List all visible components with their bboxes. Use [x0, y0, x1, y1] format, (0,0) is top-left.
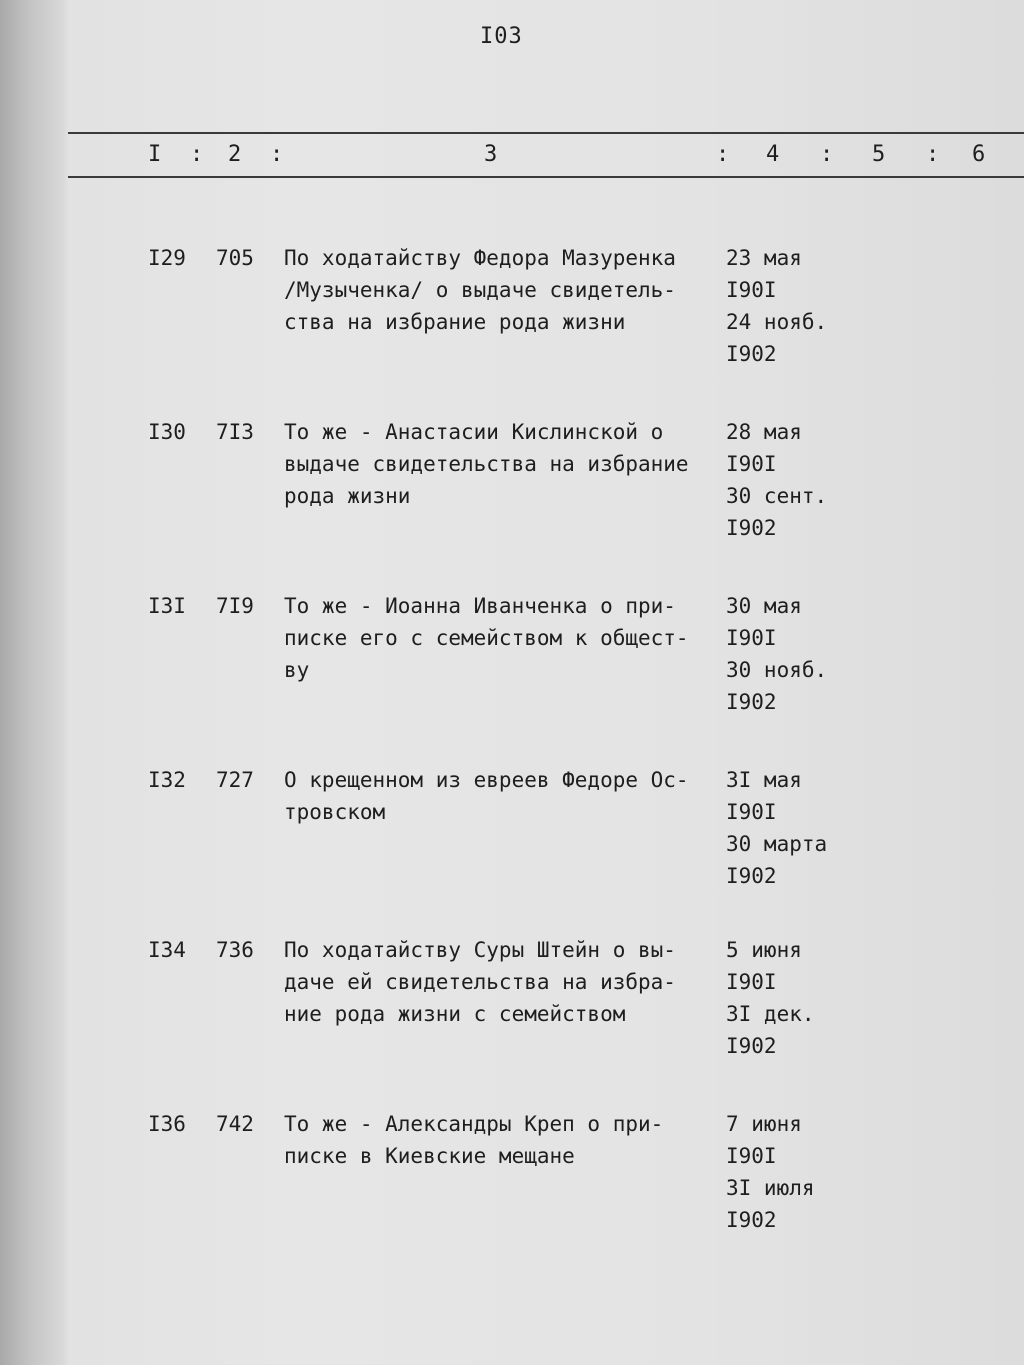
- file-number: 705: [216, 246, 254, 270]
- row-description: [284, 764, 724, 828]
- description-line: ву: [284, 658, 310, 682]
- column-header-separator: :: [190, 142, 204, 167]
- description-line: По ходатайству Суры Штейн о вы-: [284, 938, 676, 962]
- description-line: По ходатайству Федора Мазуренка: [284, 246, 676, 270]
- end-year: I902: [726, 690, 777, 714]
- row-dates: [726, 764, 886, 892]
- column-header-separator: :: [926, 142, 940, 167]
- description-line: То же - Александры Креп о при-: [284, 1112, 664, 1136]
- column-header-5: 5: [872, 142, 886, 167]
- column-header-separator: :: [270, 142, 284, 167]
- file-number: 7I3: [216, 420, 254, 444]
- description-line: ства на избрание рода жизни: [284, 310, 626, 334]
- start-date: 3I мая: [726, 768, 802, 792]
- header-rule-top: [68, 132, 1024, 134]
- end-year: I902: [726, 1034, 777, 1058]
- description-line: То же - Анастасии Кислинской о: [284, 420, 664, 444]
- row-dates: [726, 1108, 886, 1236]
- start-year: I90I: [726, 278, 777, 302]
- column-header-3: 3: [484, 142, 498, 167]
- column-header-4: 4: [766, 142, 780, 167]
- column-header-separator: :: [716, 142, 730, 167]
- row-number: I30: [148, 420, 186, 444]
- row-dates: [726, 934, 886, 1062]
- row-number: I29: [148, 246, 186, 270]
- row-dates: [726, 416, 886, 544]
- row-number: I36: [148, 1112, 186, 1136]
- end-date: 30 марта: [726, 832, 828, 856]
- file-number: 736: [216, 938, 254, 962]
- start-date: 23 мая: [726, 246, 802, 270]
- row-description: [284, 934, 724, 1030]
- row-dates: [726, 242, 886, 370]
- description-line: даче ей свидетельства на избра-: [284, 970, 676, 994]
- description-line: писке в Киевские мещане: [284, 1144, 575, 1168]
- header-rule-bottom: [68, 176, 1024, 178]
- end-date: 30 нояб.: [726, 658, 828, 682]
- row-description: [284, 1108, 724, 1172]
- column-header-separator: :: [820, 142, 834, 167]
- end-year: I902: [726, 1208, 777, 1232]
- column-header-1: I: [148, 142, 162, 167]
- start-date: 7 июня: [726, 1112, 802, 1136]
- start-year: I90I: [726, 1144, 777, 1168]
- row-description: [284, 590, 724, 686]
- description-line: выдаче свидетельства на избрание: [284, 452, 689, 476]
- start-date: 28 мая: [726, 420, 802, 444]
- description-line: О крещенном из евреев Федоре Ос-: [284, 768, 689, 792]
- start-date: 5 июня: [726, 938, 802, 962]
- row-description: [284, 416, 724, 512]
- end-year: I902: [726, 864, 777, 888]
- description-line: ние рода жизни с семейством: [284, 1002, 626, 1026]
- column-header-6: 6: [972, 142, 986, 167]
- file-number: 727: [216, 768, 254, 792]
- start-date: 30 мая: [726, 594, 802, 618]
- end-date: 24 нояб.: [726, 310, 828, 334]
- file-number: 742: [216, 1112, 254, 1136]
- row-description: [284, 242, 724, 338]
- binding-shadow: [0, 0, 68, 1365]
- column-header-2: 2: [228, 142, 242, 167]
- description-line: /Музыченка/ о выдаче свидетель-: [284, 278, 676, 302]
- row-number: I3I: [148, 594, 186, 618]
- end-date: 3I дек.: [726, 1002, 815, 1026]
- description-line: рода жизни: [284, 484, 411, 508]
- file-number: 7I9: [216, 594, 254, 618]
- description-line: То же - Иоанна Иванченка о при-: [284, 594, 676, 618]
- description-line: писке его с семейством к общест-: [284, 626, 689, 650]
- description-line: тровском: [284, 800, 386, 824]
- start-year: I90I: [726, 970, 777, 994]
- start-year: I90I: [726, 452, 777, 476]
- end-date: 3I июля: [726, 1176, 815, 1200]
- start-year: I90I: [726, 800, 777, 824]
- row-number: I32: [148, 768, 186, 792]
- end-year: I902: [726, 342, 777, 366]
- end-year: I902: [726, 516, 777, 540]
- start-year: I90I: [726, 626, 777, 650]
- page-number: I03: [480, 24, 523, 49]
- end-date: 30 сент.: [726, 484, 828, 508]
- row-dates: [726, 590, 886, 718]
- row-number: I34: [148, 938, 186, 962]
